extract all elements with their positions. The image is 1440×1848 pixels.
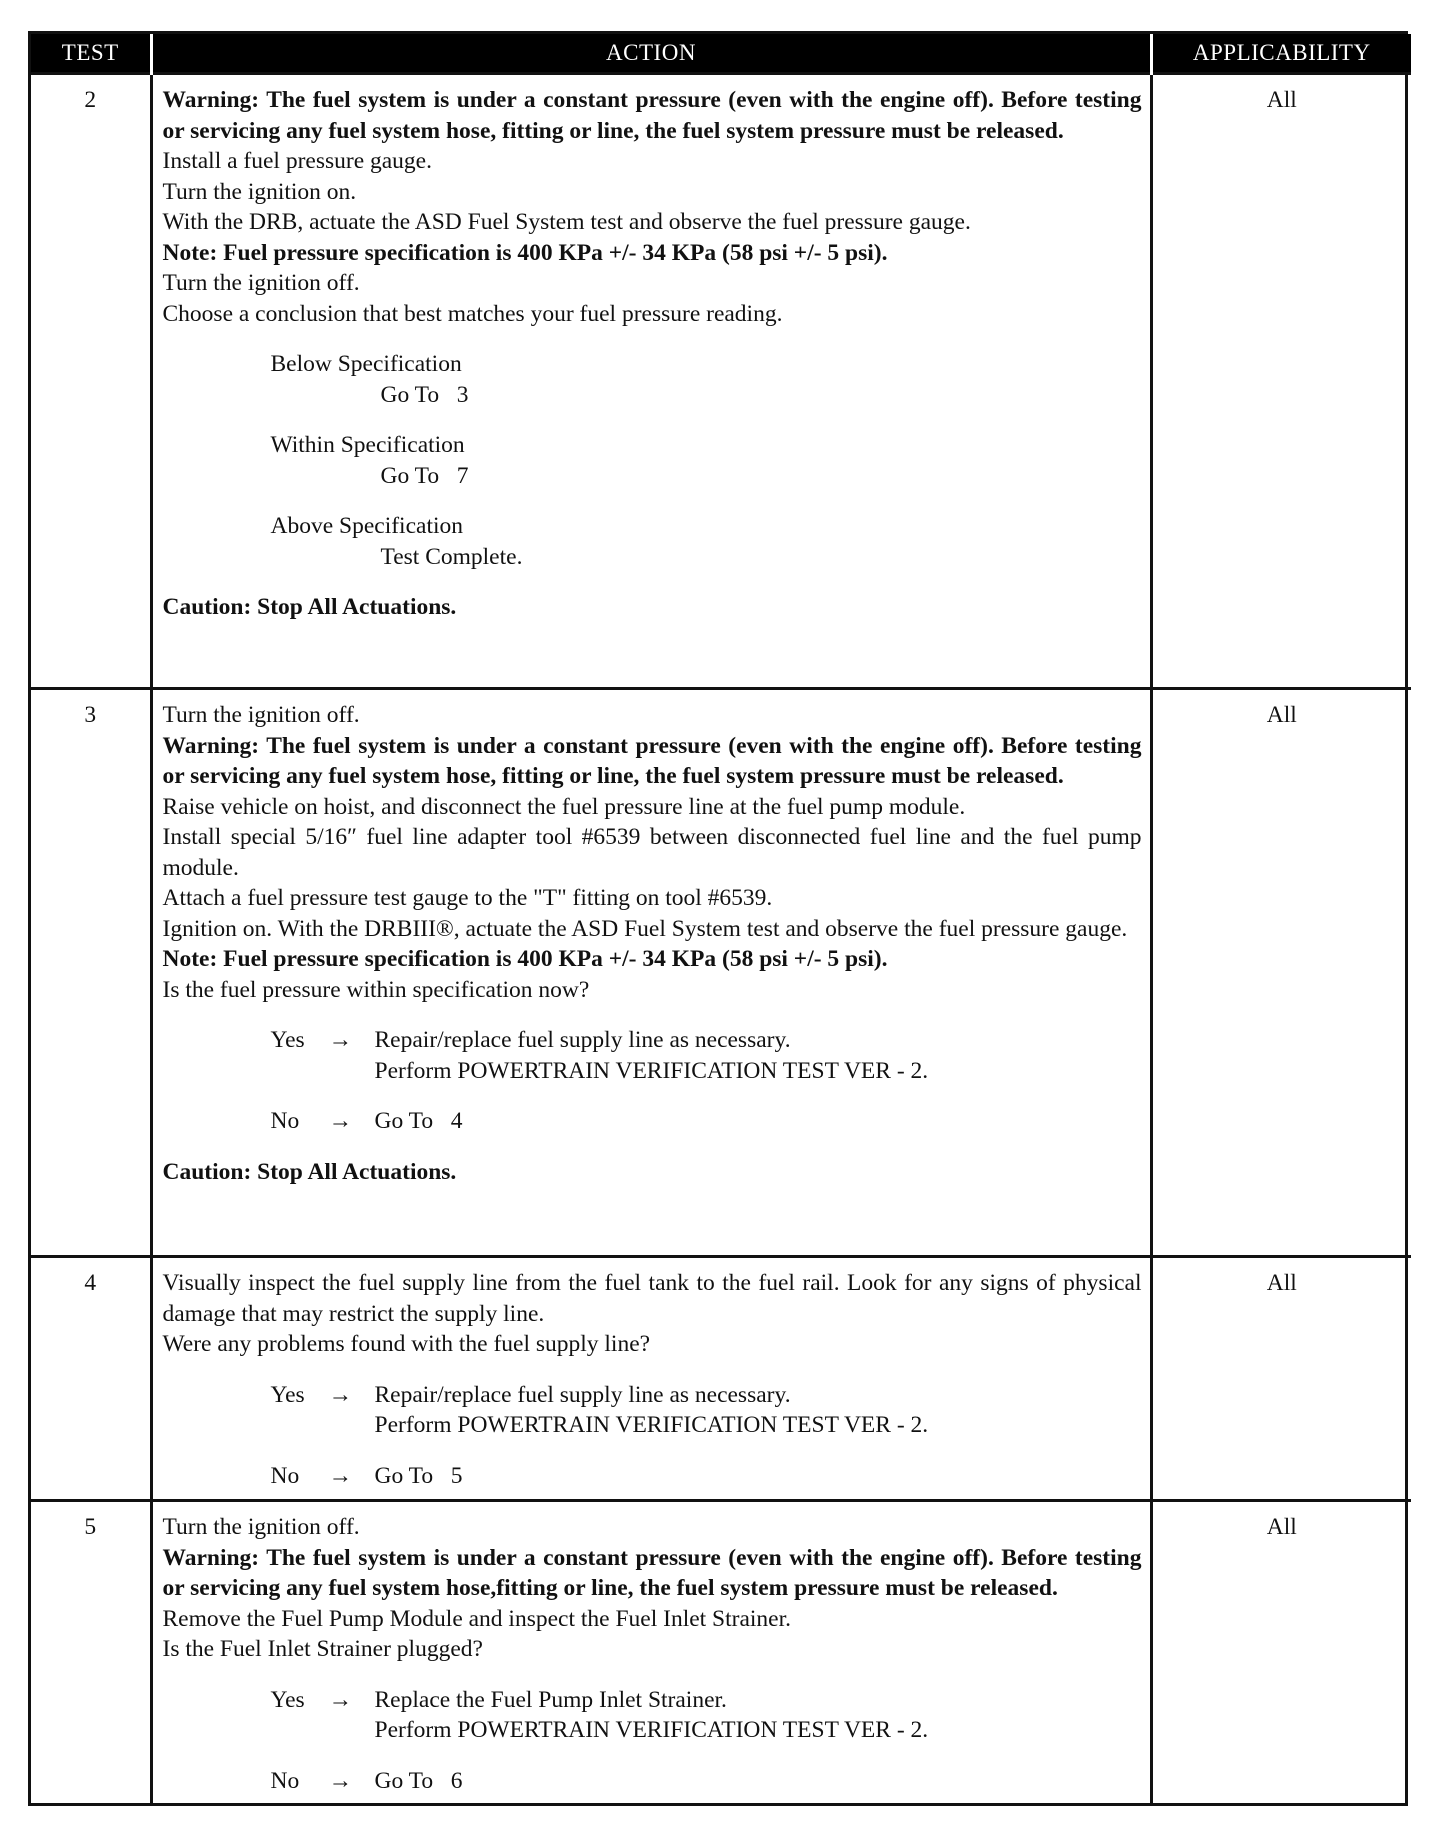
header-test: TEST	[31, 34, 151, 74]
answer-label: No	[270, 1462, 300, 1489]
warning-text: Warning: The fuel system is under a constant pressure (even with the engine off). Before testing or servicing any fuel system hose,fitting or line, the fuel system pressure must be released.	[162, 1544, 1142, 1601]
answer-line: Perform POWERTRAIN VERIFICATION TEST VER - 2.	[374, 1412, 929, 1438]
arrow-icon: →	[328, 1462, 352, 1489]
action-cell	[151, 1257, 1151, 1501]
answer-line: Repair/replace fuel supply line as necessary.	[374, 1381, 791, 1408]
conclusion-option	[163, 349, 1142, 410]
step-text: Visually inspect the fuel supply line from the fuel tank to the fuel rail. Look for any signs of physical damage that may restrict the supply line.	[162, 1270, 1142, 1327]
step-text: Install a fuel pressure gauge.	[162, 148, 432, 174]
conclusion-result: Go To 7	[380, 462, 469, 489]
arrow-icon: →	[328, 1686, 352, 1713]
step-text: Install special 5/16″ fuel line adapter tool #6539 between disconnected fuel line and the fuel pump module.	[162, 824, 1142, 881]
answer-text	[375, 1766, 1142, 1797]
answer-line: Go To 5	[374, 1462, 463, 1489]
answer-text	[375, 1380, 1142, 1441]
answer-yes	[163, 1025, 1142, 1086]
answer-line: Perform POWERTRAIN VERIFICATION TEST VER - 2.	[374, 1057, 929, 1084]
header-applicability: APPLICABILITY	[1151, 34, 1411, 74]
step-text: Attach a fuel pressure test gauge to the "T" fitting on tool #6539.	[162, 885, 773, 911]
conclusion-label: Above Specification	[270, 513, 464, 539]
answer-text	[375, 1025, 1142, 1086]
table-row	[31, 1257, 1411, 1501]
conclusion-result: Test Complete.	[380, 543, 523, 570]
arrow-icon: →	[328, 1767, 352, 1794]
caution-text: Caution: Stop All Actuations.	[162, 1158, 457, 1185]
step-text: Choose a conclusion that best matches your fuel pressure reading.	[162, 300, 783, 327]
table-row	[31, 689, 1411, 1257]
answer-no	[163, 1106, 1142, 1137]
answer-line: Go To 4	[374, 1108, 463, 1134]
note-text: Note: Fuel pressure specification is 400 KPa +/- 34 KPa (58 psi +/- 5 psi).	[162, 946, 888, 972]
header-action: ACTION	[151, 34, 1151, 74]
step-text: Remove the Fuel Pump Module and inspect the Fuel Inlet Strainer.	[162, 1605, 792, 1632]
conclusion-label: Below Specification	[270, 351, 462, 377]
step-text: Turn the ignition on.	[162, 178, 357, 205]
diagnostic-test-table	[28, 31, 1408, 1806]
action-cell	[151, 689, 1151, 1257]
caution-text: Caution: Stop All Actuations.	[162, 594, 457, 620]
answer-text	[375, 1685, 1142, 1746]
step-text: Turn the ignition off.	[162, 1514, 360, 1540]
answer-line: Go To 6	[374, 1767, 463, 1794]
arrow-icon: →	[328, 1027, 352, 1053]
table-header-row	[31, 34, 1411, 74]
step-text: Is the fuel pressure within specification now?	[162, 976, 590, 1003]
applicability-value: All	[1151, 1257, 1411, 1501]
answer-label: Yes	[270, 1027, 305, 1053]
answer-yes	[163, 1380, 1142, 1441]
test-number: 4	[31, 1257, 151, 1501]
step-text: Ignition on. With the DRBIII®, actuate the ASD Fuel System test and observe the fuel pressure gauge.	[162, 915, 1128, 942]
conclusion-label: Within Specification	[270, 432, 465, 458]
answer-label: No	[270, 1767, 300, 1794]
applicability-value: All	[1151, 689, 1411, 1257]
answer-no	[163, 1461, 1142, 1492]
answer-line: Repair/replace fuel supply line as necessary.	[374, 1027, 791, 1053]
answer-line: Perform POWERTRAIN VERIFICATION TEST VER - 2.	[374, 1717, 929, 1743]
applicability-value: All	[1151, 74, 1411, 689]
step-text: Is the Fuel Inlet Strainer plugged?	[162, 1636, 483, 1662]
answer-text	[375, 1106, 1142, 1137]
answer-label: Yes	[270, 1686, 305, 1713]
answer-text	[375, 1461, 1142, 1492]
step-text: Turn the ignition off.	[162, 702, 360, 728]
answer-label: Yes	[270, 1381, 305, 1408]
note-text: Note: Fuel pressure specification is 400 KPa +/- 34 KPa (58 psi +/- 5 psi).	[162, 239, 888, 266]
step-text: Were any problems found with the fuel supply line?	[162, 1331, 651, 1357]
answer-line: Replace the Fuel Pump Inlet Strainer.	[374, 1686, 727, 1713]
test-number: 5	[31, 1501, 151, 1805]
test-number: 3	[31, 689, 151, 1257]
conclusion-option	[163, 511, 1142, 572]
table-row	[31, 1501, 1411, 1805]
table-row	[31, 74, 1411, 689]
test-number: 2	[31, 74, 151, 689]
step-text: With the DRB, actuate the ASD Fuel System test and observe the fuel pressure gauge.	[162, 209, 971, 235]
test-table	[31, 34, 1411, 1804]
step-text: Raise vehicle on hoist, and disconnect the fuel pressure line at the fuel pump module.	[162, 793, 966, 820]
warning-text: Warning: The fuel system is under a constant pressure (even with the engine off). Before testing or servicing any fuel system hose, fitting or line, the fuel system pressure must be released.	[162, 87, 1142, 144]
conclusion-result: Go To 3	[380, 381, 469, 408]
answer-label: No	[270, 1108, 300, 1134]
answer-yes	[163, 1685, 1142, 1746]
conclusion-option	[163, 430, 1142, 491]
arrow-icon: →	[328, 1108, 352, 1134]
arrow-icon: →	[328, 1381, 352, 1408]
action-cell	[151, 74, 1151, 689]
step-text: Turn the ignition off.	[162, 270, 360, 296]
answer-no	[163, 1766, 1142, 1797]
applicability-value: All	[1151, 1501, 1411, 1805]
action-cell	[151, 1501, 1151, 1805]
warning-text: Warning: The fuel system is under a constant pressure (even with the engine off). Before testing or servicing any fuel system hose, fitting or line, the fuel system pressure must be released.	[162, 732, 1142, 789]
